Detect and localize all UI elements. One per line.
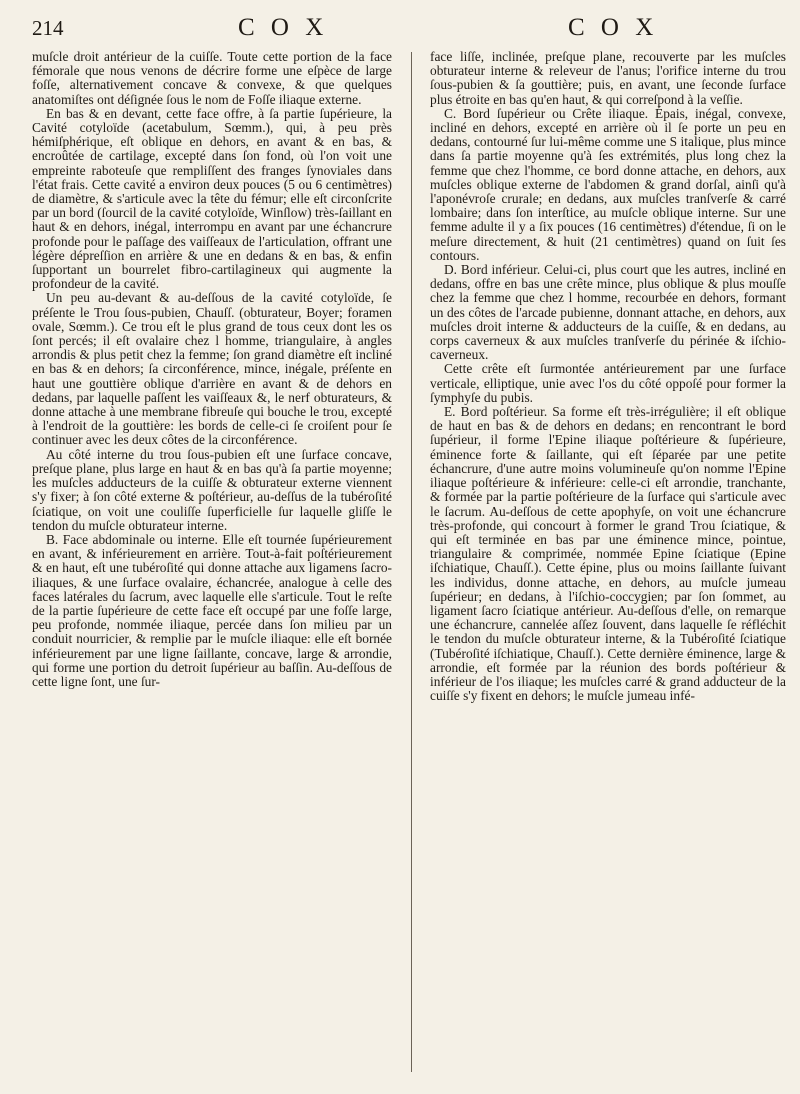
left-running-title: C O X [238, 14, 329, 41]
left-paragraph-3: Un peu au-devant & au-deſſous de la cavité cotyloïde, ſe préſente le Trou ſous-pubien, Chauſſ. (obturateur, Boyer; foramen ovale, Sœmm.). Ce trou eſt le plus grand de tous ceux dont les os ſont percés; il eſt ovalaire chez l homme, triangulaire, à angles arrondis & plus petit chez la femme; ſon grand diamètre eſt incliné en bas & en dehors; ſa circonférence, mince, inégale, préſente en haut une gouttière oblique d'arrière en avant & de dehors en dedans, par laquelle paſſent les vaiſſeaux &, le nerf obturateurs, & donne attache à une membrane fibreuſe qui bouche le trou, excepté à l'endroit de la gouttière: les bords de celle-ci ſe croiſent pour ſe continuer avec les deux côtes de la circonférence. [32, 290, 392, 448]
right-paragraph-2: C. Bord ſupérieur ou Crête iliaque. Épais, inégal, convexe, incliné en dehors, excepté en arrière où il ſe porte un peu en dedans, contourné ſur lui-même comme une S italique, plus mince dans ſa partie moyenne qu'à ſes extrémités, plus long chez la femme que chez l'homme, ce bord donne attache, en dehors, aux muſcles oblique externe de l'abdomen & grand dorſal, ainſi qu'à l'aponévroſe crurale; en dedans, aux muſcles tranſverſe & carré lombaire; dans ſon interſtice, au muſcle oblique interne. Sur une femme adulte il y a ſix pouces (16 centimètres) d'étendue, ſi on le meſure directement, & huit (21 centimètres) quand on ſuit ſes contours. [430, 105, 786, 263]
right-paragraph-3: D. Bord inférieur. Celui-ci, plus court que les autres, incliné en dedans, offre en bas une crête mince, plus oblique & plus mouſſe chez la femme que chez l homme, recourbée en dehors, formant un des côtes de l'arcade pubienne, donnant attache, en dehors, aux muſcles droit interne & adducteurs de la cuiſſe, & en dedans, au corps caverneux & aux muſcles tranſverſe du périnée & iſchio-caverneux. [430, 262, 786, 363]
right-column [430, 50, 786, 1080]
right-paragraph-1: face liſſe, inclinée, preſque plane, recouverte par les muſcles obturateur interne & releveur de l'anus; l'orifice interne du trou ſous-pubien & ſa gouttière; puis, en avant, une ſeconde ſurface plus étroite en bas qu'en haut, & qui correſpond à la veſſie. [430, 50, 786, 107]
column-divider [411, 52, 412, 1072]
left-paragraph-5: B. Face abdominale ou interne. Elle eſt tournée ſupérieurement en avant, & inférieurement en arrière. Tout-à-fait poſtérieurement & en haut, eſt une tubéroſité qui donne attache aux ligamens ſacro-iliaques, & une ſurface ovalaire, échancrée, analogue à celle des faces latérales du ſacrum, avec laquelle elle s'articule. Tout le reſte de la partie ſupérieure de cette face eſt occupé par une foſſe large, peu profonde, nommée iliaque, percée dans ſon milieu par un conduit nourricier, & remplie par le muſcle iliaque: elle eſt bornée inférieurement par une ligne ſaillante, concave, large & arrondie, qui forme une portion du detroit ſupérieur au baſſin. Au-deſſous de cette ligne ſont, une ſur- [32, 531, 392, 689]
left-paragraph-4: Au côté interne du trou ſous-pubien eſt une ſurface concave, preſque plane, plus large en haut & en bas qu'à ſa partie moyenne; les muſcles adducteurs de la cuiſſe & obturateur externe viennent s'y fixer; à ſon côté externe & poſtérieur, au-deſſus de la tubéroſité ſciatique, on voit une couliſſe ſuperficielle ſur laquelle gliſſe le tendon du muſcle obturateur interne. [32, 446, 392, 533]
left-paragraph-2: En bas & en devant, cette face offre, à ſa partie ſupérieure, la Cavité cotyloïde (acetabulum, Sœmm.), qui, à peu près hémiſphérique, eſt oblique en dehors, en avant & en bas, & encroûtée de cartilage, excepté dans ſon fond, où l'on voit une empreinte raboteuſe que rempliſſent des franges ſynoviales dans l'état frais. Cette cavité a environ deux pouces (5 ou 6 centimètres) de diamètre, & s'articule avec la tête du fémur; elle eſt circonſcrite par un bord (ſourcil de la cavité cotyloïde, Winſlow) très-ſaillant en haut & en dehors, inégal, interrompu en avant par une échancrure profonde pour le paſſage des vaiſſeaux de l'articulation, offrant une légère dépreſſion en arrière & une en dedans & en bas, & enfin ſupportant un bourrelet fibro-cartilagineux qui augmente la profondeur de la cavité. [32, 105, 392, 292]
right-paragraph-4: Cette crête eſt ſurmontée antérieurement par une ſurface verticale, elliptique, unie avec l'os du côté oppoſé pour former la ſymphyſe du pubis. [430, 361, 786, 405]
page-number: 214 [32, 16, 64, 40]
running-header [30, 14, 770, 48]
left-column [32, 50, 392, 1080]
left-paragraph-1: muſcle droit antérieur de la cuiſſe. Toute cette portion de la face fémorale que nous venons de décrire forme une eſpèce de large foſſe, alternativement concave & convexe, & que quelques anatomiſtes ont déſignée ſous le nom de Foſſe iliaque externe. [32, 50, 392, 107]
right-paragraph-5: E. Bord poſtérieur. Sa forme eſt très-irrégulière; il eſt oblique de haut en bas & de dehors en dedans; en rencontrant le bord ſupérieur, il forme l'Epine iliaque poſtérieure & ſupérieure, éminence forte & ſaillante, qui eſt ſéparée par une petite échancrure, d'une autre moins volumineuſe qu'on nomme l'Epine iliaque poſtérieure & inférieure: celle-ci eſt arrondie, tranchante, & formée par la partie poſtérieure de la ſurface qui s'articule avec le ſacrum. Au-deſſous de cette apophyſe, on voit une échancrure très-profonde, qui concourt à former le grand Trou ſciatique, & qui eſt terminée en bas par une éminence mince, pointue, triangulaire & comprimée, nommée Epine ſciatique (Epine iſchiatique, Chauſſ.). Cette épine, plus ou moins ſaillante ſuivant les individus, donne attache, en dehors, au muſcle jumeau ſupérieur; en dedans, à l'iſchio-coccygien; par ſon ſommet, au ligament ſacro ſciatique antérieur. Au-deſſous d'elle, on remarque une échancrure, cannelée aſſez ſouvent, dans laquelle ſe réfléchit le tendon du muſcle obturateur interne, & la Tubéroſité ſciatique (Tubéroſité iſchiatique, Chauſſ.). Cette dernière éminence, large & arrondie, eſt formée par la réunion des bords poſtérieur & inférieur de l'os iliaque; les muſcles carré & grand adducteur de la cuiſſe s'y fixent en dehors; le muſcle jumeau infé- [430, 404, 786, 704]
right-running-title: C O X [568, 14, 659, 41]
